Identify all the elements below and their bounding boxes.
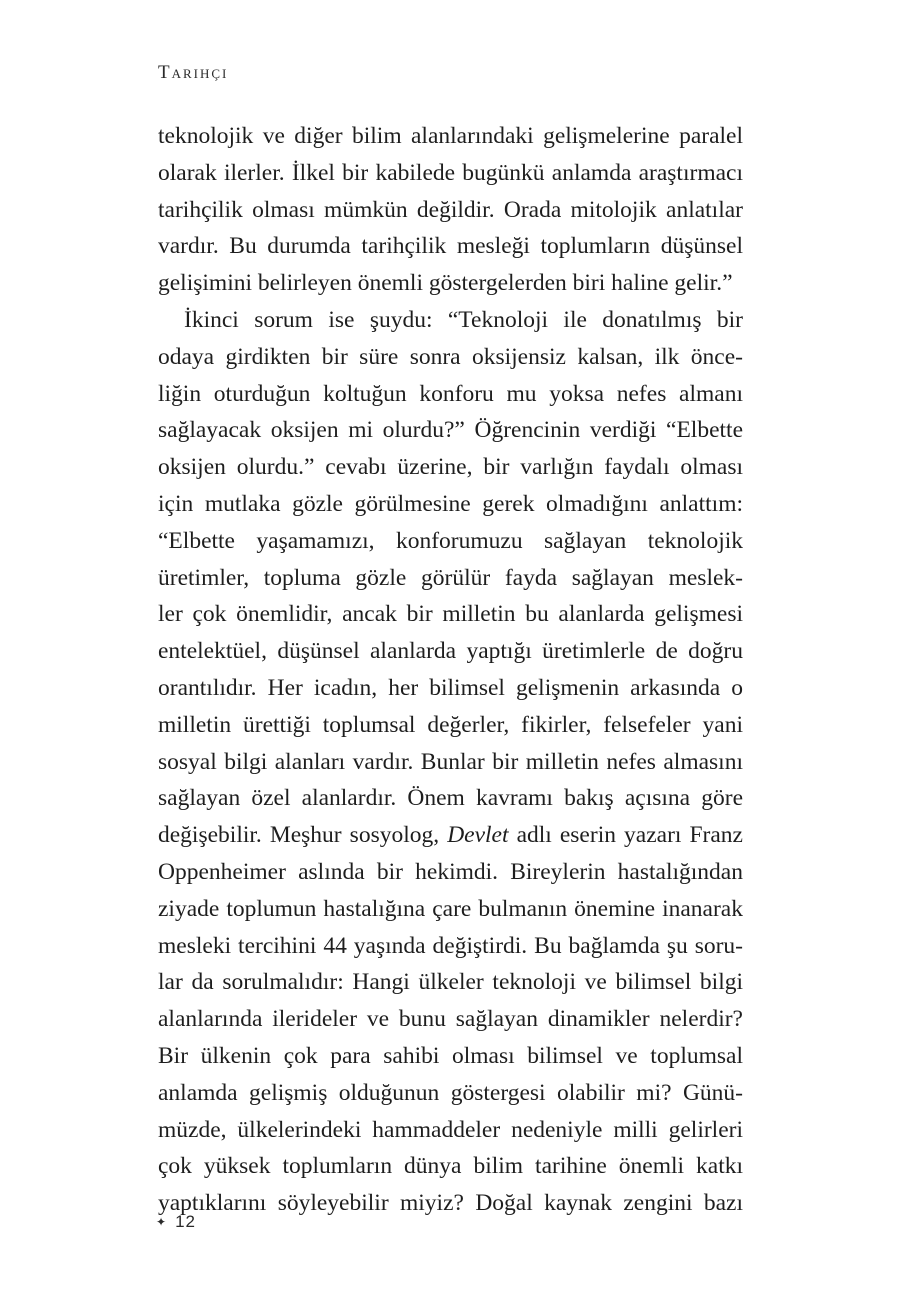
text-line: ziyade toplumun hastalığına çare bulmanın önemine inanarak [158, 895, 743, 922]
text-line: İkinci sorum ise şuydu: “Teknoloji ile donatılmış bir [184, 306, 743, 333]
text-line: milletin ürettiği toplumsal değerler, fikirler, felsefeler yani [158, 711, 743, 738]
diamond-ornament-icon: ✦ [156, 1215, 168, 1229]
page-number-value: 12 [175, 1212, 196, 1231]
text-line: sosyal bilgi alanları vardır. Bunlar bir milletin nefes almasını [158, 748, 743, 775]
text-line: tarihçilik olması mümkün değildir. Orada mitolojik anlatılar [158, 196, 743, 223]
text-line: teknolojik ve diğer bilim alanlarındaki gelişmelerine paralel [158, 123, 743, 149]
text-line: Oppenheimer aslında bir hekimdi. Bireylerin hastalığından [158, 858, 743, 885]
running-head: Tarihçi [158, 62, 229, 83]
text-line: mesleki tercihini 44 yaşında değiştirdi. Bu bağlamda şu soru- [158, 932, 743, 959]
text-line: olarak ilerler. İlkel bir kabilede bugünkü anlamda araştırmacı [158, 159, 743, 186]
text-line: için mutlaka gözle görülmesine gerek olmadığını anlattım: [158, 490, 743, 517]
text-line: Bir ülkenin çok para sahibi olması bilimsel ve toplumsal [158, 1042, 743, 1069]
text-line: ler çok önemlidir, ancak bir milletin bu alanlarda gelişmesi [158, 601, 743, 628]
text-line: sağlayacak oksijen mi olurdu?” Öğrencinin verdiği “Elbette [158, 417, 743, 444]
text-line: sağlayan özel alanlardır. Önem kavramı bakış açısına göre [158, 785, 743, 812]
text-line-with-book-title [158, 817, 743, 854]
text-line: yaptıklarını söyleyebilir miyiz? Doğal kaynak zengini bazı [158, 1190, 743, 1217]
book-title: Devlet [447, 822, 509, 849]
text-line: gelişimini belirleyen önemli göstergelerden biri haline gelir.” [158, 270, 733, 297]
text-line: müzde, ülkelerindeki hammaddeler nedeniyle milli gelirleri [158, 1116, 743, 1143]
text-line: oksijen olurdu.” cevabı üzerine, bir varlığın faydalı olması [158, 454, 743, 481]
text-segment: adlı eserin yazarı Franz [508, 822, 743, 849]
text-line: liğin oturduğun koltuğun konforu mu yoksa nefes almanı [158, 380, 743, 407]
page-number [156, 1212, 196, 1232]
text-line: entelektüel, düşünsel alanlarda yaptığı üretimlerle de doğru [158, 638, 743, 665]
text-line: “Elbette yaşamamızı, konforumuzu sağlayan teknolojik [158, 527, 743, 554]
text-line: üretimler, topluma gözle görülür fayda sağlayan meslek- [158, 564, 743, 591]
text-line: orantılıdır. Her icadın, her bilimsel gelişmenin arkasında o [158, 674, 743, 701]
text-line: vardır. Bu durumda tarihçilik mesleği toplumların düşünsel [158, 233, 743, 260]
text-line: odaya girdikten bir süre sonra oksijensiz kalsan, ilk önce- [158, 343, 743, 370]
text-segment: değişebilir. Meşhur sosyolog, [158, 822, 448, 849]
text-line: alanlarında ilerideler ve bunu sağlayan dinamikler nelerdir? [158, 1006, 743, 1033]
body-text [158, 118, 743, 1222]
text-line: lar da sorulmalıdır: Hangi ülkeler teknoloji ve bilimsel bilgi [158, 969, 743, 996]
text-line: çok yüksek toplumların dünya bilim tarihine önemli katkı [158, 1153, 743, 1180]
text-line: anlamda gelişmiş olduğunun göstergesi olabilir mi? Günü- [158, 1079, 743, 1106]
